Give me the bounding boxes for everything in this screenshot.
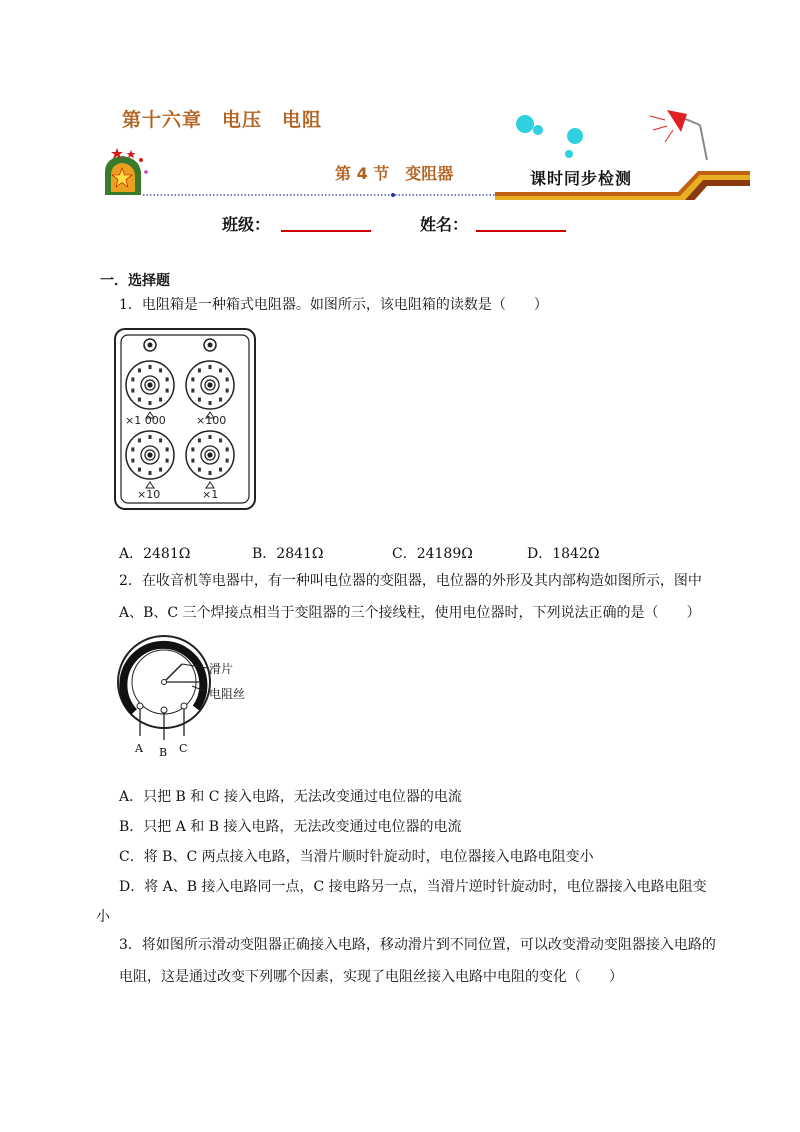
resistance-box-figure: [113, 327, 258, 512]
question-2-line2: A、B、C 三个焊接点相当于变阻器的三个接线柱，使用电位器时，下列说法正确的是（ ）: [119, 605, 701, 621]
name-blank[interactable]: [476, 230, 566, 232]
terminal-a: A: [135, 742, 143, 755]
question-2-line1: 2．在收音机等电器中，有一种叫电位器的变阻器，电位器的外形及其内部构造如图所示，图中: [119, 573, 702, 589]
bubbles-icon: [516, 115, 583, 158]
multiplier-100: ×100: [196, 414, 227, 427]
chapter-title: 第十六章 电压 电阻: [122, 109, 323, 131]
slider-label: 滑片: [209, 662, 234, 676]
multiplier-1: ×1: [202, 488, 219, 501]
potentiometer-figure: [112, 630, 302, 760]
multiplier-1000: ×1 000: [125, 414, 166, 427]
terminal-c: C: [179, 742, 188, 755]
section-heading: 一．选择题: [100, 273, 170, 289]
multiplier-10: ×10: [137, 488, 161, 501]
question-3-line2: 电阻，这是通过改变下列哪个因素，实现了电阻丝接入电路中电阻的变化（ ）: [119, 969, 623, 985]
desk-lamp-icon: [650, 110, 707, 160]
star-badge-icon: [105, 148, 148, 195]
q1-option-c[interactable]: C．24189Ω: [392, 546, 473, 562]
class-blank[interactable]: [281, 230, 371, 232]
q2-option-a[interactable]: A．只把 B 和 C 接入电路，无法改变通过电位器的电流: [119, 789, 462, 805]
question-1-text: 1．电阻箱是一种箱式电阻器。如图所示，该电阻箱的读数是（ ）: [119, 297, 548, 313]
question-3-line1: 3．将如图所示滑动变阻器正确接入电路，移动滑片到不同位置，可以改变滑动变阻器接入电路的: [119, 937, 716, 953]
q2-option-d[interactable]: D．将 A、B 接入电路同一点，C 接电路另一点，当滑片逆时针旋动时，电位器接入电路电阻变: [119, 879, 707, 895]
wire-label: 电阻丝: [209, 687, 246, 701]
section-title: 第 4 节 变阻器: [335, 164, 454, 183]
q1-option-b[interactable]: B．2841Ω: [252, 546, 324, 562]
terminal-b: B: [159, 746, 168, 759]
q2-option-d-wrap: 小: [96, 909, 110, 925]
q1-option-d[interactable]: D．1842Ω: [527, 546, 600, 562]
q2-option-c[interactable]: C．将 B、C 两点接入电路，当滑片顺时针旋动时，电位器接入电路电阻变小: [119, 849, 594, 865]
sync-badge: 课时同步检测: [530, 169, 633, 188]
class-label: 班级：: [222, 215, 271, 234]
q2-option-b[interactable]: B．只把 A 和 B 接入电路，无法改变通过电位器的电流: [119, 819, 462, 835]
q1-option-a[interactable]: A．2481Ω: [119, 546, 191, 562]
name-label: 姓名：: [420, 215, 469, 234]
